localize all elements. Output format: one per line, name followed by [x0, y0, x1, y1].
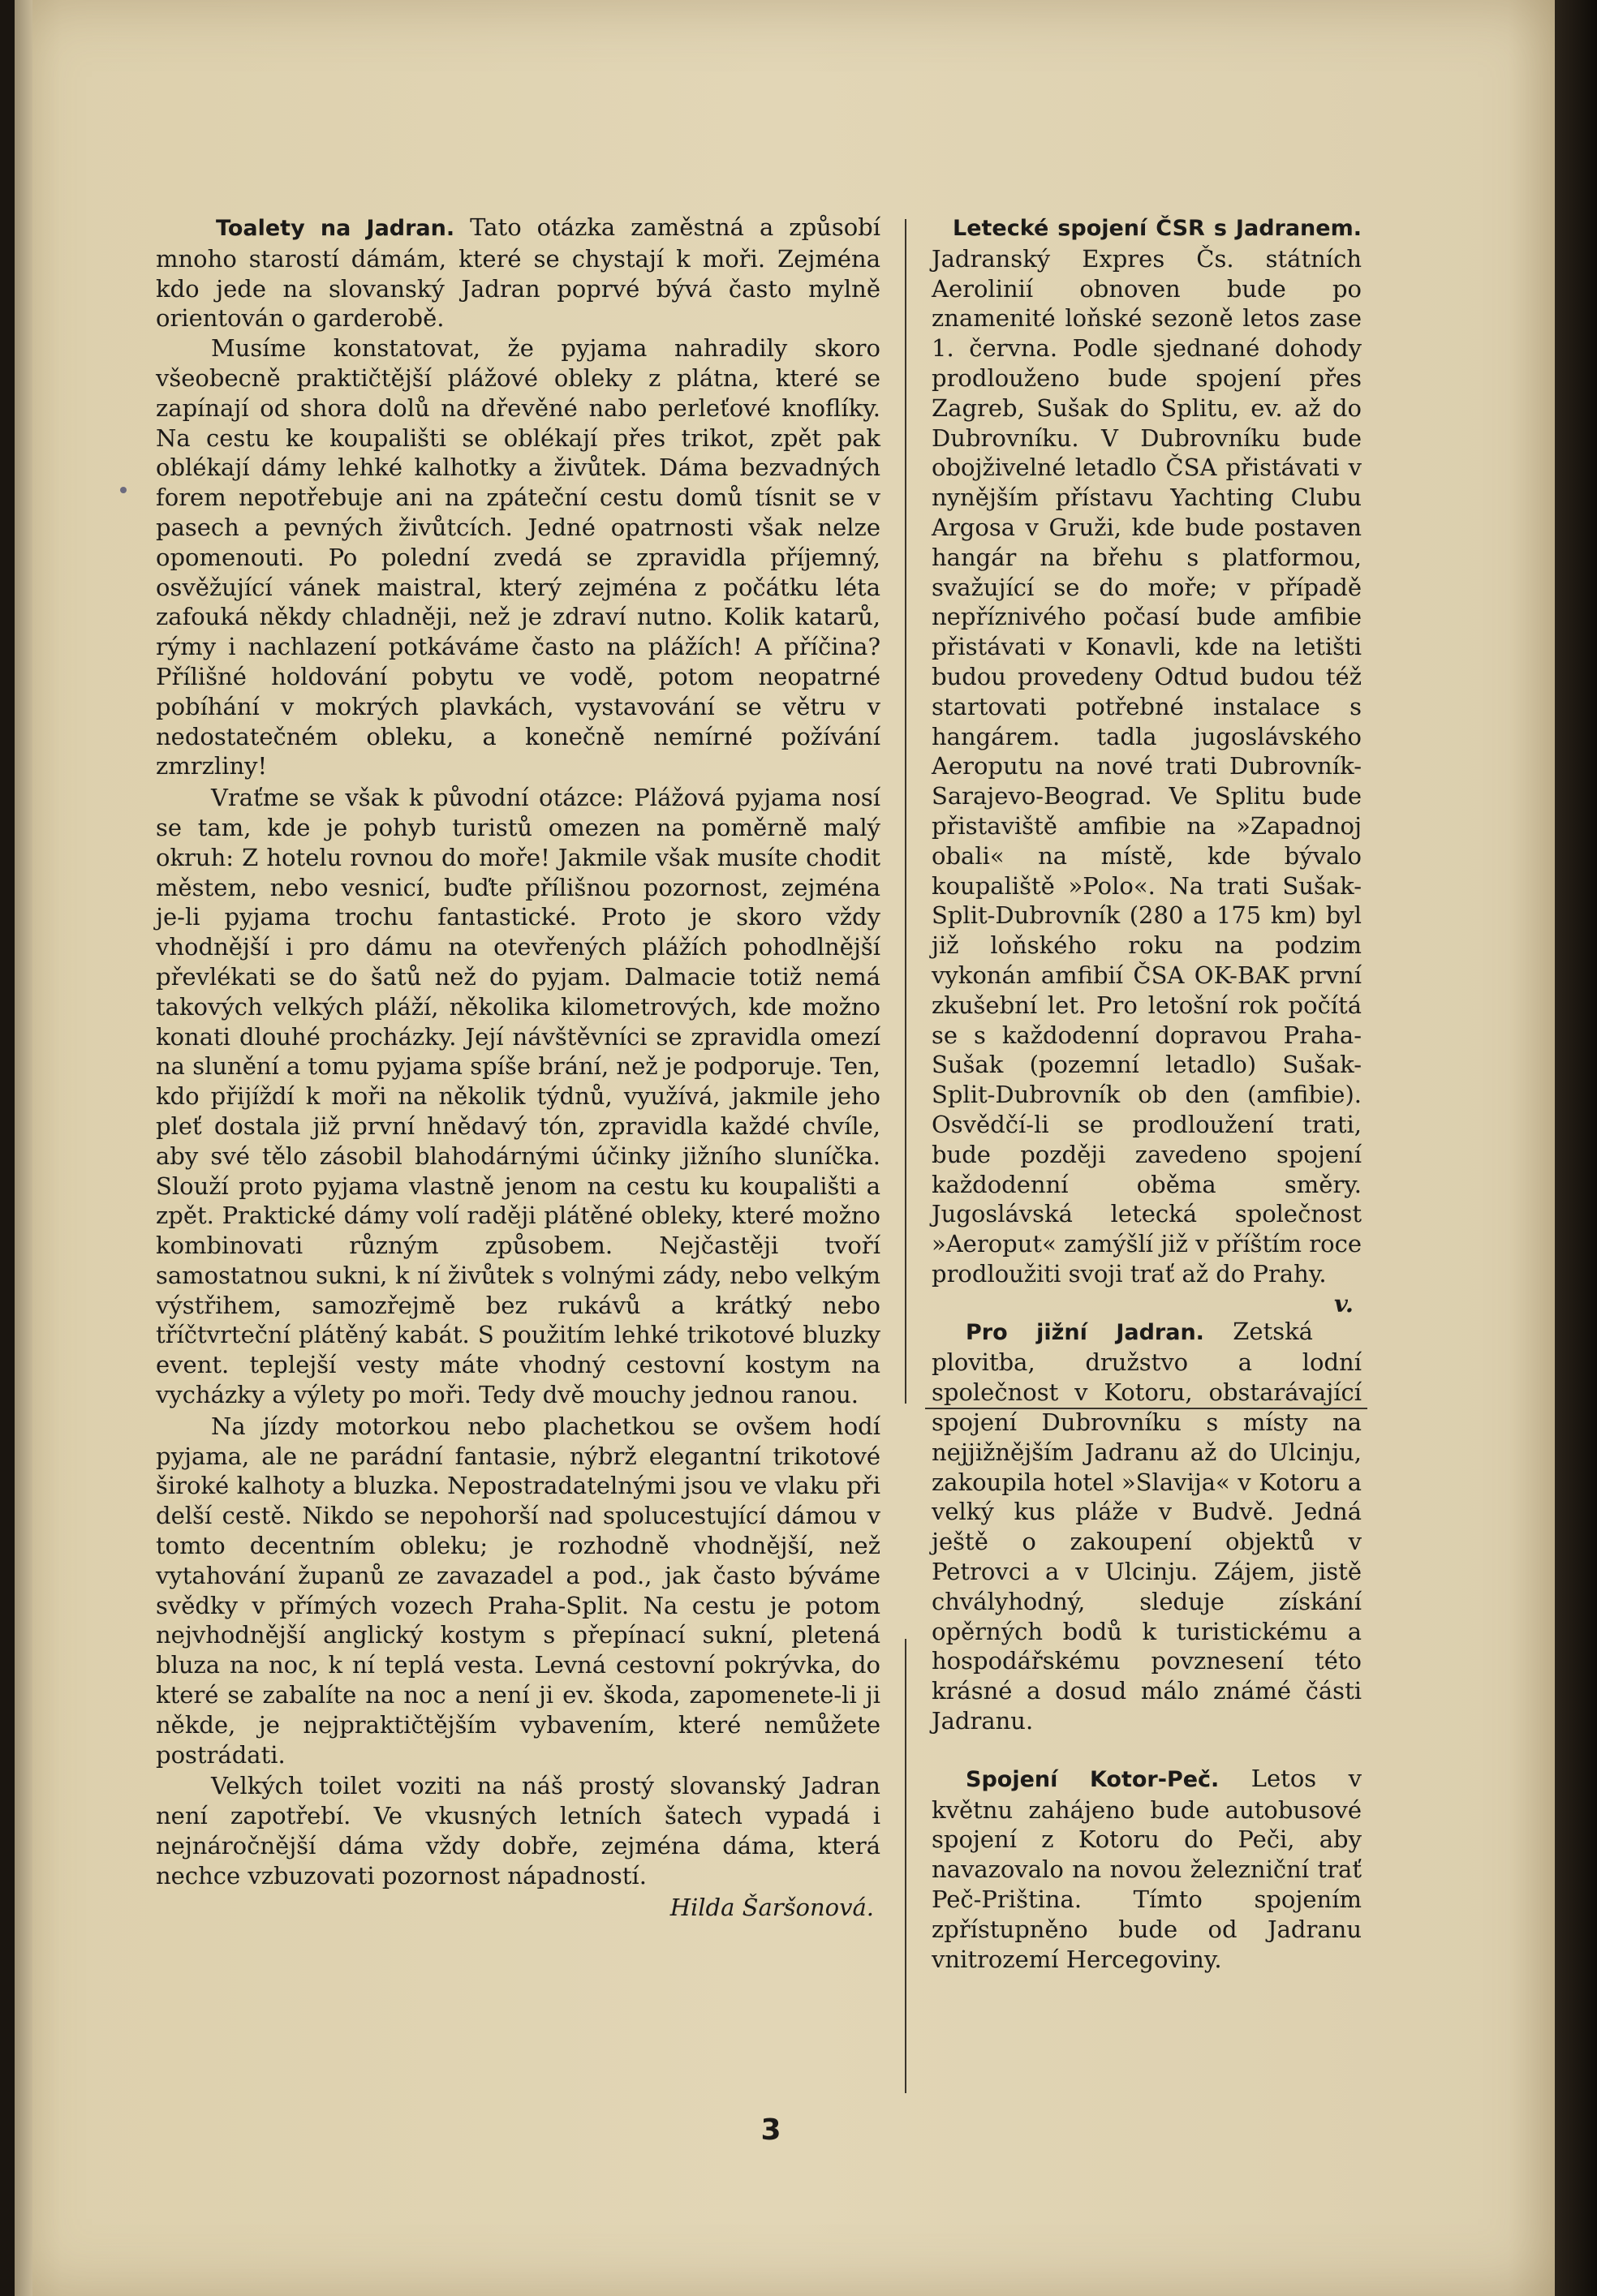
news-heading: Spojení Kotor-Peč.	[966, 1766, 1220, 1792]
article-paragraph: Na jízdy motorkou nebo plachetkou se ovšem hodí pyjama, ale ne parádní fantasie, nýbrž elegantní trikotové široké kalhoty a bluzka. Nepostradatelnými jsou ve vlaku při delší cestě. Nikdo se nepohorší nad spolucestující dámou v tomto decentním obleku; je rozhodně vhodnější, než vytahování županů ze zavazadel a pod., jak často býváme svědky v přímých vozech Praha-Split. Na cestu je potom nejvhodnější anglický kostym s přepínací sukní, pletená bluza na noc, k ní teplá vesta. Levná cestovní pokrývka, do které se zabalíte na noc a není ji ev. škoda, zapomenete-li ji někde, je nejpraktičtějším vybavením, které nemůžete postrádati.	[156, 1412, 880, 1769]
article-heading: Toalety na Jadran.	[216, 216, 455, 241]
column-divider	[905, 1639, 906, 2093]
page-number: 3	[760, 2113, 781, 2147]
news-text: Zetská plovitba, družstvo a lodní společnost v Kotoru, obstarávající spojení Dubrovníku s místy na nejjižnějším Jadranu až do Ulcinju, zakoupila hotel »Slavija« v Kotoru a velký kus pláže v Budvě. Jedná ještě o zakoupení objektů v Petrovci a v Ulcinju. Zájem, jistě chvályhodný, sleduje získání opěrných bodů k turistickému a hospodářskému povznesení této krásné a dosud málo známé části Jadranu.	[932, 1317, 1362, 1735]
article-paragraph	[156, 213, 880, 333]
page-edge-shadow	[1555, 0, 1597, 2296]
left-column-article	[156, 213, 880, 1922]
news-item	[932, 1317, 1362, 1736]
news-item	[932, 213, 1362, 1318]
ink-dot	[120, 487, 127, 493]
right-column-news	[932, 213, 1362, 1974]
news-item	[932, 1764, 1362, 1975]
news-heading: Letecké spojení ČSR s Jadranem.	[953, 216, 1362, 241]
article-paragraph: Musíme konstatovat, že pyjama nahradily skoro všeobecně praktičtější plážové obleky z plátna, které se zapínají od shora dolů na dřevěné nabo perleťové knoflíky. Na cestu ke koupališti se oblékají přes trikot, zpět pak oblékají dámy lehké kalhotky a živůtek. Dáma bezvadných forem nepotřebuje ani na zpáteční cestu domů tísnit se v pasech a pevných živůtcích. Jedné opatrnosti však nelze opomenouti. Po polední zvedá se zpravidla příjemný, osvěžující vánek maistral, který zejména z počátku léta zafouká někdy chladněji, než je zdraví nutno. Kolik katarů, rýmy i nachlazení potkáváme často na plážích! A příčina? Přílišné holdování pobytu ve vodě, potom neopatrné pobíhání v mokrých plavkách, vystavování se větru v nedostatečném obleku, a konečně nemírné požívání zmrzliny!	[156, 334, 880, 780]
paragraph-text: Tato otázka zaměstná a způsobí mnoho starostí dámám, které se chystají k moři. Zejména kdo jede na slovanský Jadran poprvé bývá často mylně orientován o garderobě.	[156, 213, 880, 333]
news-text: Letos v květnu zahájeno bude autobusové spojení z Kotoru do Peči, aby navazovalo na novou železniční trať Peč-Priština. Tímto spojením zpřístupněno bude od Jadranu vnitrozemí Hercegoviny.	[932, 1764, 1362, 1973]
news-heading: Pro jižní Jadran.	[966, 1319, 1204, 1345]
author-signature: Hilda Šaršonová.	[669, 1893, 874, 1921]
news-text: Jadranský Expres Čs. státních Aerolinií obnoven bude po znamenité loňské sezoně letos zase 1. června. Podle sjednané dohody prodlouženo bude spojení přes Zagreb, Sušak do Splitu, ev. až do Dubrovníku. V Dubrovníku bude obojživelné letadlo ČSA přistávati v nynějším přístavu Yachting Clubu Argosa v Gruži, kde bude postaven hangár na břehu s platformou, svažující se do moře; v případě nepříznivého počasí bude amfibie přistávati v Konavli, kde na letišti budou provedeny Odtud budou též startovati potřebné instalace s hangárem. tadla jugoslávského Aeroputu na nové trati Dubrovník-Sarajevo-Beograd. Ve Splitu bude přistaviště amfibie na »Zapadnoj obali« na místě, kde bývalo koupaliště »Polo«. Na trati Sušak-Split-Dubrovník (280 a 175 km) byl již loňského roku na podzim vykonán amfibií ČSA OK-BAK první zkušební let. Pro letošní rok počítá se s každodenní dopravou Praha-Sušak (pozemní letadlo) Sušak-Split-Dubrovník ob den (amfibie). Osvědčí-li se prodloužení trati, bude později zavedeno spojení každodenní oběma směry. Jugoslávská letecká společnost »Aeroput« zamýšlí již v příštím roce prodloužiti svoji trať až do Prahy.	[932, 244, 1362, 1288]
article-paragraph: Vraťme se však k původní otázce: Plážová pyjama nosí se tam, kde je pohyb turistů omezen na poměrně malý okruh: Z hotelu rovnou do moře! Jakmile však musíte chodit městem, nebo vesnicí, buďte přílišnou pozornost, zejména je-li pyjama trochu fantastické. Proto je skoro vždy vhodnější i pro dámu na otevřených plážích pohodlnější převlékati se do šatů než do pyjam. Dalmacie totiž nemá takových velkých pláží, několika kilometrových, kde možno konati dlouhé procházky. Její návštěvníci se zpravidla omezí na slunění a tomu pyjama spíše brání, než je podporuje. Ten, kdo přijíždí k moři na několik týdnů, využívá, jakmile jeho pleť dostala již první hnědavý tón, zpravidla každé chvíle, aby své tělo zásobil blahodárnými účinky jižního sluníčka. Slouží proto pyjama vlastně jenom na cestu ku koupališti a zpět. Praktické dámy volí raději plátěné obleky, které možno kombinovati různým způsobem. Nejčastěji tvoří samostatnou sukni, k ní živůtek s volnými zády, nebo velkým výstřihem, samozřejmě bez rukávů a krátký nebo tříčtvrteční plátěný kabát. S použitím lehké trikotové bluzky event. teplejší vesty máte vhodný cestovní kostym na vycházky a výlety po moři. Tedy dvě mouchy jednou ranou.	[156, 784, 880, 1409]
page-binding	[15, 0, 32, 2296]
article-paragraph: Velkých toilet voziti na náš prostý slovanský Jadran není zapotřebí. Ve vkusných letních šatech vypadá i nejnáročnější dáma vždy dobře, zejména dáma, která nechce vzbuzovati pozornost nápadností.	[156, 1772, 880, 1890]
news-signature: v.	[1333, 1289, 1354, 1318]
column-divider	[905, 219, 906, 1404]
